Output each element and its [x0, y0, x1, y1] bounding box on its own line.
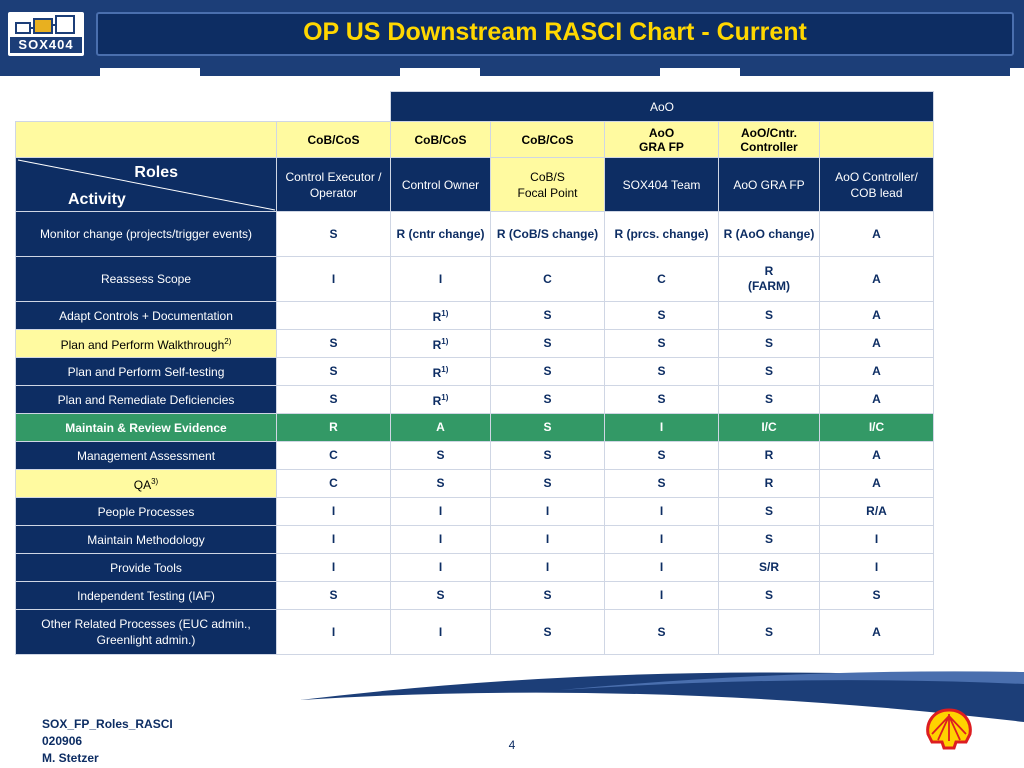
role-group-cell: AoO GRA FP: [605, 122, 719, 158]
rasci-value: R (AoO change): [723, 226, 815, 241]
roles-row: [16, 158, 934, 212]
rasci-value: S: [543, 392, 552, 406]
rasci-value: I: [438, 624, 443, 639]
rasci-value: S: [543, 624, 552, 639]
role-header: AoO GRA FP: [719, 158, 820, 212]
activity-label: Management Assessment: [76, 448, 216, 463]
rasci-value: S: [764, 588, 773, 602]
activity-rows: [16, 212, 934, 655]
rasci-cell: [491, 582, 605, 610]
rasci-value: S: [543, 336, 552, 350]
rasci-value: R: [329, 420, 338, 434]
rasci-cell: [605, 212, 719, 257]
rasci-cell: [820, 257, 934, 302]
rasci-cell: [277, 386, 391, 414]
role-header: AoO Controller/ COB lead: [820, 158, 934, 212]
rasci-value: S: [657, 476, 666, 490]
rasci-cell: [719, 386, 820, 414]
rasci-cell: [820, 554, 934, 582]
rasci-cell: [820, 470, 934, 498]
activity-cell: [16, 386, 277, 414]
rasci-cell: [277, 554, 391, 582]
rasci-cell: [391, 257, 491, 302]
rasci-cell: [820, 526, 934, 554]
rasci-cell: [277, 414, 391, 442]
rasci-value: S: [543, 420, 552, 434]
rasci-value: S: [764, 392, 773, 406]
page-number: 4: [508, 738, 516, 752]
rasci-value: R (CoB/S change): [496, 226, 599, 241]
roles-label: Roles: [134, 164, 178, 181]
header-strip: [0, 66, 100, 76]
activity-label: QA: [133, 478, 152, 492]
activity-label: Plan and Perform Self-testing: [67, 364, 225, 379]
rasci-value: I: [438, 504, 443, 518]
activity-cell: [16, 302, 277, 330]
rasci-cell: [605, 498, 719, 526]
rasci-cell: [820, 414, 934, 442]
rasci-value: S: [543, 308, 552, 322]
rasci-value: S: [436, 448, 445, 462]
role-group-cell: CoB/CoS: [491, 122, 605, 158]
role-group-cell: CoB/CoS: [391, 122, 491, 158]
rasci-cell: [391, 470, 491, 498]
rasci-cell: [605, 302, 719, 330]
rasci-cell: [820, 330, 934, 358]
rasci-cell: [605, 442, 719, 470]
rasci-cell: [820, 498, 934, 526]
activity-cell: [16, 526, 277, 554]
rasci-value: I: [438, 271, 443, 286]
rasci-cell: [277, 498, 391, 526]
rasci-cell: [277, 212, 391, 257]
rasci-value: S: [764, 624, 773, 639]
role-header: Control Owner: [391, 158, 491, 212]
rasci-cell: [820, 212, 934, 257]
rasci-value: S: [657, 624, 666, 639]
rasci-value: I: [331, 624, 336, 639]
activity-label: Maintain & Review Evidence: [65, 420, 227, 435]
rasci-cell: [820, 610, 934, 655]
logo-text: SOX404: [10, 37, 82, 53]
activity-label: People Processes: [97, 504, 195, 519]
role-group-cell: AoO/Cntr. Controller: [719, 122, 820, 158]
rasci-cell: [491, 610, 605, 655]
rasci-cell: [605, 610, 719, 655]
rasci-value: R (FARM): [748, 264, 790, 293]
rasci-cell: [719, 582, 820, 610]
rasci-value: S: [764, 308, 773, 322]
rasci-value: R: [432, 366, 442, 380]
rasci-value: R: [432, 338, 442, 352]
rasci-value: I: [874, 532, 879, 546]
role-group-cell: CoB/CoS: [277, 122, 391, 158]
activity-label: Monitor change (projects/trigger events): [39, 227, 253, 241]
rasci-value: S: [764, 504, 773, 518]
rasci-value: S: [436, 588, 445, 602]
table-row: [16, 470, 934, 498]
rasci-cell: [277, 582, 391, 610]
table-row: [16, 582, 934, 610]
rasci-value: C: [329, 476, 338, 490]
rasci-cell: [491, 442, 605, 470]
footnote-marker: 1): [441, 393, 449, 402]
rasci-value: I: [659, 504, 664, 518]
rasci-value: A: [872, 624, 881, 639]
rasci-cell: [719, 610, 820, 655]
role-header: SOX404 Team: [605, 158, 719, 212]
role-header: CoB/S Focal Point: [491, 158, 605, 212]
activity-cell: [16, 470, 277, 498]
rasci-value: I: [659, 532, 664, 546]
rasci-cell: [491, 358, 605, 386]
rasci-cell: [719, 470, 820, 498]
rasci-cell: [391, 554, 491, 582]
rasci-cell: [277, 442, 391, 470]
rasci-cell: [277, 610, 391, 655]
activity-cell: [16, 414, 277, 442]
table-row: [16, 257, 934, 302]
header-strip: [480, 66, 660, 76]
rasci-value: S/R: [758, 560, 779, 574]
rasci-value: R: [432, 310, 442, 324]
rasci-value: I: [659, 560, 664, 574]
rasci-value: R: [432, 394, 442, 408]
table-row: [16, 498, 934, 526]
rasci-value: S: [657, 392, 666, 406]
rasci-value: I: [438, 532, 443, 546]
rasci-value: S: [543, 448, 552, 462]
rasci-value: I: [659, 588, 664, 602]
rasci-value: S: [764, 364, 773, 378]
footnote-marker: 1): [441, 309, 449, 318]
rasci-cell: [277, 470, 391, 498]
rasci-value: R/A: [866, 504, 887, 518]
rasci-value: I: [331, 504, 336, 518]
rasci-value: R: [764, 476, 774, 490]
rasci-cell: [491, 302, 605, 330]
rasci-cell: [391, 330, 491, 358]
rasci-cell: [491, 554, 605, 582]
rasci-cell: [605, 582, 719, 610]
rasci-cell: [391, 386, 491, 414]
activity-label: Provide Tools: [110, 560, 182, 575]
rasci-cell: [391, 442, 491, 470]
activity-cell: [16, 582, 277, 610]
rasci-cell: [605, 257, 719, 302]
footer-info: [42, 716, 173, 767]
rasci-cell: [820, 302, 934, 330]
rasci-value: S: [872, 588, 881, 602]
rasci-cell: [491, 414, 605, 442]
rasci-value: I: [331, 532, 336, 546]
activity-cell: [16, 554, 277, 582]
activity-cell: [16, 442, 277, 470]
rasci-cell: [605, 358, 719, 386]
footnote-marker: 1): [441, 365, 449, 374]
footer-filename: SOX_FP_Roles_RASCI: [42, 717, 173, 731]
rasci-cell: [491, 526, 605, 554]
rasci-cell: [391, 498, 491, 526]
rasci-value: I: [545, 560, 550, 574]
rasci-cell: [719, 212, 820, 257]
table-row: [16, 610, 934, 655]
header-strip: [740, 66, 1010, 76]
activity-cell: [16, 212, 277, 257]
rasci-cell: [277, 526, 391, 554]
rasci-value: R (cntr change): [396, 226, 485, 241]
rasci-cell: [605, 386, 719, 414]
rasci-value: I: [438, 560, 443, 574]
rasci-cell: [277, 330, 391, 358]
activity-cell: [16, 330, 277, 358]
rasci-value: I: [874, 560, 879, 574]
rasci-value: R (prcs. change): [614, 226, 709, 241]
rasci-value: A: [872, 476, 881, 490]
logo-graphic-icon: [14, 15, 78, 37]
rasci-cell: [719, 302, 820, 330]
rasci-cell: [820, 386, 934, 414]
rasci-value: S: [764, 336, 773, 350]
rasci-value: A: [872, 308, 881, 322]
rasci-cell: [719, 414, 820, 442]
activity-label: Maintain Methodology: [87, 532, 205, 547]
table-row: [16, 358, 934, 386]
table-row: [16, 554, 934, 582]
rasci-cell: [391, 582, 491, 610]
rasci-value: A: [872, 336, 881, 350]
table-row: [16, 442, 934, 470]
table-row: [16, 526, 934, 554]
rasci-value: S: [436, 476, 445, 490]
rasci-cell: [491, 470, 605, 498]
footnote-marker: 1): [441, 337, 449, 346]
rasci-value: I: [659, 420, 664, 434]
activity-cell: [16, 498, 277, 526]
activity-cell: [16, 358, 277, 386]
rasci-cell: [277, 302, 391, 330]
rasci-cell: [491, 386, 605, 414]
rasci-cell: [605, 470, 719, 498]
rasci-cell: [277, 257, 391, 302]
group-header-row: [16, 92, 934, 122]
rasci-cell: [391, 358, 491, 386]
rasci-cell: [605, 330, 719, 358]
rasci-value: R: [764, 448, 774, 462]
rasci-cell: [491, 498, 605, 526]
sox404-logo: [8, 12, 84, 56]
rasci-value: S: [657, 308, 666, 322]
table-row: [16, 212, 934, 257]
rasci-table: [15, 91, 934, 655]
rasci-value: I/C: [868, 420, 885, 434]
rasci-cell: [719, 442, 820, 470]
group-header-aoo: AoO: [391, 92, 934, 122]
rasci-cell: [820, 582, 934, 610]
rasci-value: C: [657, 271, 666, 286]
rasci-cell: [491, 330, 605, 358]
rasci-cell: [719, 554, 820, 582]
roles-activity-header: [16, 158, 277, 212]
table-row: [16, 414, 934, 442]
activity-label: Activity: [68, 191, 126, 208]
role-group-blank: [16, 122, 277, 158]
header-strip: [200, 66, 400, 76]
rasci-value: I: [331, 560, 336, 574]
rasci-value: I: [331, 271, 336, 286]
rasci-value: A: [872, 364, 881, 378]
activity-cell: [16, 610, 277, 655]
rasci-cell: [491, 257, 605, 302]
activity-label: Reassess Scope: [100, 272, 192, 286]
rasci-value: A: [872, 271, 881, 286]
rasci-value: S: [329, 364, 338, 378]
table-row: [16, 330, 934, 358]
rasci-value: C: [543, 271, 552, 286]
activity-label: Plan and Remediate Deficiencies: [57, 392, 235, 407]
rasci-value: A: [872, 448, 881, 462]
rasci-cell: [820, 358, 934, 386]
rasci-cell: [391, 414, 491, 442]
rasci-value: S: [329, 392, 338, 406]
role-group-row: [16, 122, 934, 158]
rasci-cell: [820, 442, 934, 470]
rasci-cell: [605, 554, 719, 582]
rasci-cell: [605, 414, 719, 442]
rasci-value: S: [329, 226, 338, 241]
rasci-value: I: [545, 532, 550, 546]
rasci-cell: [719, 498, 820, 526]
rasci-cell: [719, 526, 820, 554]
activity-label: Adapt Controls + Documentation: [59, 308, 233, 323]
rasci-value: A: [872, 392, 881, 406]
rasci-value: I: [545, 504, 550, 518]
activity-label: Plan and Perform Walkthrough: [60, 338, 225, 352]
role-group-cell: [820, 122, 934, 158]
footnote-marker: 2): [224, 337, 232, 346]
table-row: [16, 386, 934, 414]
rasci-value: I/C: [761, 420, 777, 434]
footnote-marker: 3): [151, 477, 159, 486]
rasci-cell: [719, 257, 820, 302]
rasci-cell: [719, 358, 820, 386]
footer-date: 020906: [42, 734, 83, 748]
shell-logo-icon: [924, 708, 974, 752]
activity-label: Other Related Processes (EUC admin., Greenlight admin.): [41, 617, 251, 647]
rasci-value: S: [657, 448, 666, 462]
rasci-value: S: [657, 364, 666, 378]
rasci-value: S: [543, 588, 552, 602]
activity-label: Independent Testing (IAF): [77, 588, 215, 603]
rasci-cell: [391, 302, 491, 330]
rasci-value: C: [329, 448, 338, 462]
rasci-cell: [391, 610, 491, 655]
rasci-cell: [719, 330, 820, 358]
rasci-value: A: [872, 226, 881, 241]
rasci-value: S: [543, 364, 552, 378]
footer-author: M. Stetzer: [42, 751, 99, 765]
rasci-value: S: [329, 588, 338, 602]
rasci-value: S: [543, 476, 552, 490]
rasci-value: S: [329, 336, 338, 350]
rasci-cell: [491, 212, 605, 257]
rasci-value: A: [436, 420, 445, 434]
role-header: Control Executor / Operator: [277, 158, 391, 212]
page-title: OP US Downstream RASCI Chart - Current: [303, 18, 807, 46]
rasci-value: S: [657, 336, 666, 350]
rasci-cell: [391, 212, 491, 257]
activity-cell: [16, 257, 277, 302]
rasci-value: S: [764, 532, 773, 546]
rasci-cell: [391, 526, 491, 554]
rasci-cell: [605, 526, 719, 554]
rasci-cell: [277, 358, 391, 386]
table-row: [16, 302, 934, 330]
